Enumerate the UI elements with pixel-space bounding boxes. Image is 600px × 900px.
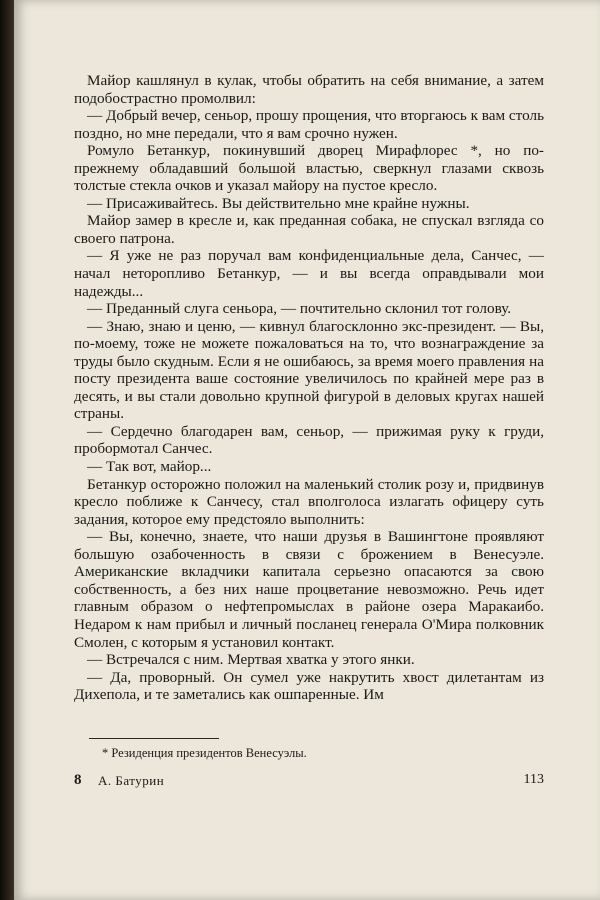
paragraph: — Вы, конечно, знаете, что наши друзья в Вашингтоне проявляют большую озабоченность в связи с брожением в Венесуэле. Американские вкладчики капитала серьезно опасаются за свою собственность, а без них наше процветание невозможно. Речь идет главным образом о нефтепромыслах в районе озера Маракаибо. Недаром к нам прибыл и личный посланец генерала О'Мира полковник Смолен, с которым я установил контакт. [74, 528, 544, 651]
paragraph: Майор кашлянул в кулак, чтобы обратить на себя внимание, а затем подобострастно промолвил: [74, 72, 544, 107]
page-footer [74, 772, 544, 792]
body-text [74, 72, 544, 704]
footnote: * Резиденция президентов Венесуэлы. [102, 746, 307, 760]
paragraph: — Сердечно благодарен вам, сеньор, — прижимая руку к груди, пробормотал Санчес. [74, 422, 544, 458]
paragraph: — Добрый вечер, сеньор, прошу прощения, что вторгаюсь к вам столь поздно, но мне передали, что я вам срочно нужен. [74, 107, 544, 142]
paragraph: — Да, проворный. Он сумел уже накрутить хвост дилетантам из Дихепола, и те заметались как ошпаренные. Им [74, 668, 544, 704]
paragraph: — Присаживайтесь. Вы действительно мне крайне нужны. [87, 194, 470, 212]
footnote-divider [89, 738, 219, 739]
paragraph: — Так вот, майор... [87, 458, 212, 476]
paragraph: Бетанкур осторожно положил на маленький столик розу и, придвинув кресло поближе к Санчесу, стал вполголоса излагать офицеру суть задания, которое ему предстояло выполнить: [74, 475, 544, 528]
book-page [14, 0, 600, 900]
paragraph: — Знаю, знаю и ценю, — кивнул благосклонно экс-президент. — Вы, по-моему, тоже не можете пожаловаться на то, что вознаграждение за труды было скудным. Если я не ошибаюсь, за время моего правления на посту президента ваше состояние увеличилось по крайней мере раз в десять, и вы стали довольно крупной фигурой в деловых кругах нашей страны. [74, 317, 544, 423]
book-spine-shadow [0, 0, 14, 900]
paragraph: — Встречался с ним. Мертвая хватка у этого янки. [87, 651, 415, 669]
paragraph: — Преданный слуга сеньора, — почтительно склонил тот голову. [87, 300, 512, 318]
page-number: 113 [523, 772, 544, 787]
author-name: А. Батурин [98, 773, 165, 788]
paragraph: — Я уже не раз поручал вам конфиденциальные дела, Санчес, — начал неторопливо Бетанкур, — и вы всегда оправдывали мои надежды... [74, 247, 544, 300]
signature-number: 8 [74, 772, 82, 788]
paragraph: Майор замер в кресле и, как преданная собака, не спускал взгляда со своего патрона. [74, 212, 544, 247]
paragraph: Ромуло Бетанкур, покинувший дворец Мирафлорес *, но по-прежнему обладавший большой властью, сверкнул глазами сквозь толстые стекла очков и указал майору на пустое кресло. [74, 142, 544, 195]
